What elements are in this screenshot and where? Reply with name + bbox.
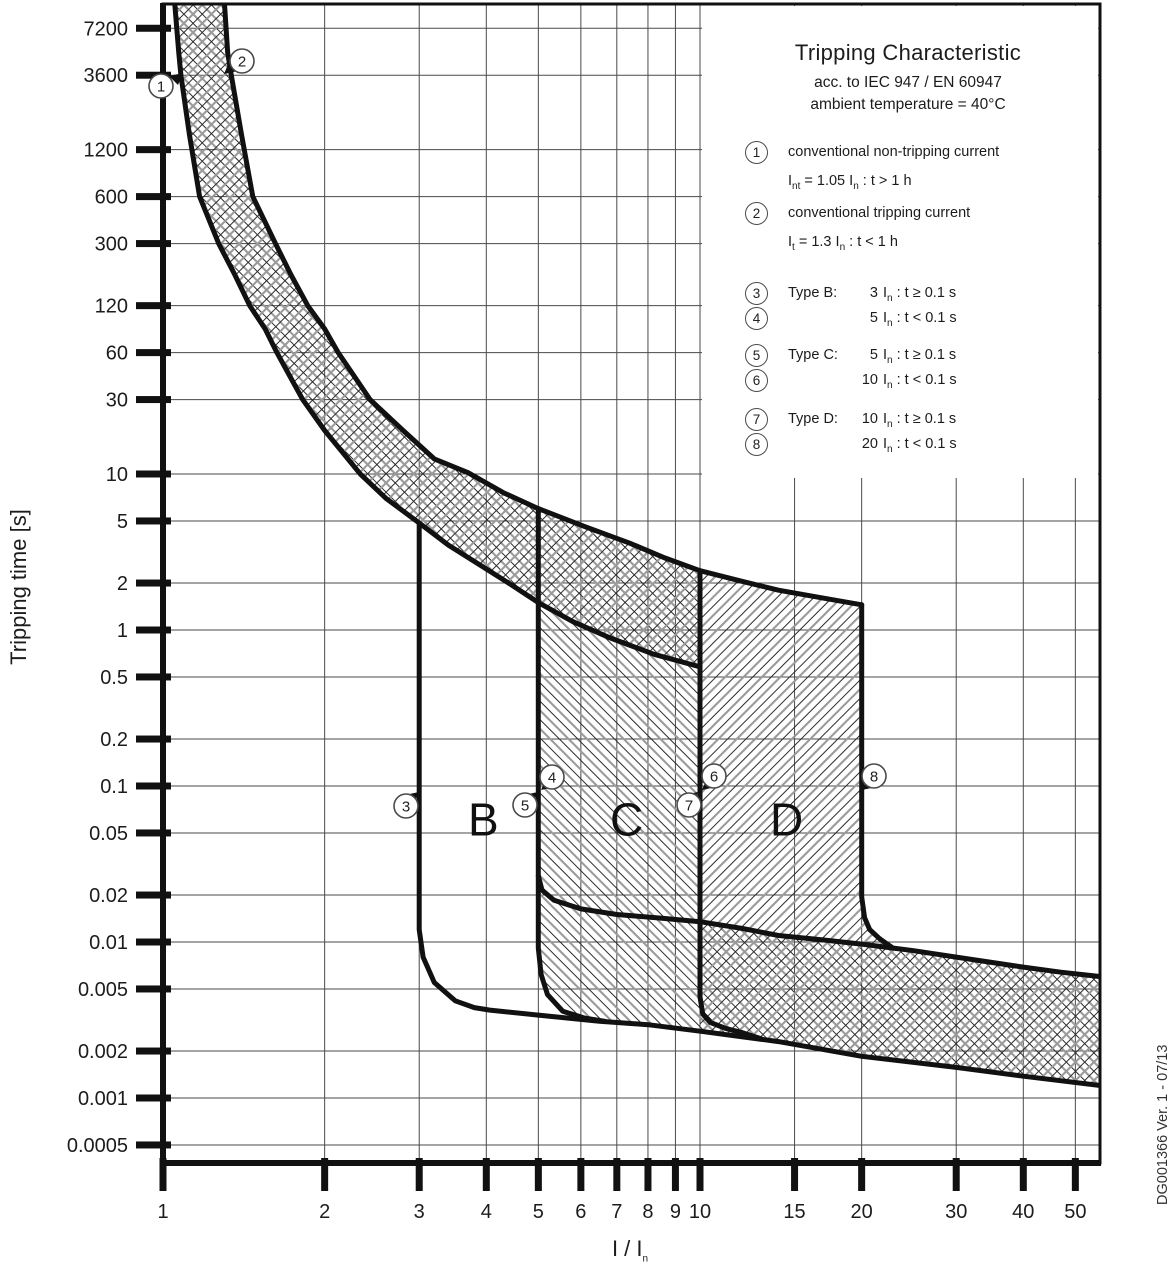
legend-type-row-3: Type B: 3 $I_n$ : t ≥ 0.1 s (788, 285, 957, 304)
x-tick-label-3: 3 (413, 1201, 425, 1223)
y-tick-10 (136, 471, 171, 478)
marker-number-7: 7 (684, 797, 694, 815)
x-axis-title: I / $I_n$ (611, 1236, 649, 1265)
y-tick-0.1 (136, 783, 171, 790)
y-tick-5 (136, 517, 171, 524)
y-tick-label-1: 1 (116, 620, 128, 642)
x-tick-label-4: 4 (480, 1201, 492, 1223)
legend-type-row-7: Type D: 10 $I_n$ : t ≥ 0.1 s (788, 411, 957, 430)
x-tick-30 (953, 1158, 960, 1191)
legend-circle-6: 6 (745, 369, 768, 392)
y-tick-label-3600: 3600 (83, 65, 128, 88)
y-tick-label-300: 300 (94, 233, 128, 256)
x-tick-8 (644, 1158, 651, 1191)
y-tick-0.01 (136, 939, 171, 946)
marker-number-8: 8 (869, 768, 879, 786)
title-block (712, 40, 1104, 114)
y-tick-label-60: 60 (105, 342, 128, 365)
legend-circle-7: 7 (745, 408, 768, 431)
legend-title-2: conventional tripping current (788, 205, 971, 221)
y-tick-30 (136, 396, 171, 403)
marker-number-5: 5 (520, 797, 530, 815)
y-tick-label-0.02: 0.02 (89, 885, 128, 908)
x-tick-label-10: 10 (688, 1201, 712, 1223)
y-tick-7200 (136, 25, 171, 32)
legend-circle-5: 5 (745, 344, 768, 367)
x-tick-9 (672, 1158, 679, 1191)
x-tick-label-5: 5 (532, 1201, 544, 1223)
x-tick-20 (858, 1158, 865, 1191)
marker-number-2: 2 (237, 53, 247, 71)
x-tick-label-20: 20 (850, 1201, 873, 1223)
y-tick-0.002 (136, 1048, 171, 1055)
y-tick-0.0005 (136, 1141, 171, 1148)
y-tick-label-600: 600 (94, 186, 128, 209)
y-tick-label-1200: 1200 (83, 139, 128, 162)
x-tick-label-15: 15 (783, 1201, 806, 1223)
y-tick-0.05 (136, 829, 171, 836)
legend-type-row-6: 10 $I_n$ : t < 0.1 s (861, 372, 957, 391)
y-tick-label-0.0005: 0.0005 (66, 1134, 128, 1157)
region-label-B: B (468, 793, 499, 846)
y-tick-label-5: 5 (116, 510, 128, 533)
x-tick-40 (1020, 1158, 1027, 1191)
chart-title: Tripping Characteristic (794, 40, 1022, 65)
x-tick-label-8: 8 (642, 1201, 654, 1223)
marker-number-3: 3 (401, 798, 411, 816)
legend-type-row-8: 20 $I_n$ : t < 0.1 s (861, 436, 957, 455)
x-tick-label-6: 6 (575, 1201, 587, 1223)
x-tick-label-50: 50 (1064, 1201, 1087, 1223)
x-tick-4 (483, 1158, 490, 1191)
x-tick-10 (697, 1158, 704, 1191)
x-tick-3 (416, 1158, 423, 1191)
legend-circle-1: 1 (745, 141, 768, 164)
x-tick-7 (613, 1158, 620, 1191)
chart-subtitle-temperature: ambient temperature = 40°C (810, 96, 1006, 113)
y-tick-0.005 (136, 985, 171, 992)
x-tick-15 (791, 1158, 798, 1191)
y-tick-0.2 (136, 736, 171, 743)
y-tick-label-0.005: 0.005 (77, 978, 128, 1001)
x-tick-1 (160, 1158, 167, 1191)
y-tick-1 (136, 627, 171, 634)
y-tick-label-0.05: 0.05 (89, 822, 128, 845)
x-tick-5 (535, 1158, 542, 1191)
legend-circle-2: 2 (745, 202, 768, 225)
chart-subtitle-standard: acc. to IEC 947 / EN 60947 (814, 74, 1002, 91)
y-tick-label-2: 2 (116, 573, 128, 596)
y-axis-title: Tripping time [s] (6, 509, 31, 665)
y-tick-1200 (136, 146, 171, 153)
x-tick-label-9: 9 (669, 1201, 681, 1223)
region-label-C: C (609, 793, 644, 846)
x-tick-50 (1072, 1158, 1079, 1191)
legend-circle-8: 8 (745, 433, 768, 456)
legend-title-1: conventional non-tripping current (788, 144, 1000, 160)
y-tick-300 (136, 240, 171, 247)
y-tick-label-10: 10 (105, 464, 128, 486)
y-tick-label-0.2: 0.2 (100, 729, 128, 752)
y-tick-60 (136, 349, 171, 356)
y-tick-label-0.1: 0.1 (100, 776, 128, 798)
y-tick-label-120: 120 (94, 295, 128, 318)
y-tick-2 (136, 580, 171, 587)
y-tick-label-0.001: 0.001 (77, 1088, 128, 1110)
y-tick-600 (136, 193, 171, 200)
y-tick-0.5 (136, 673, 171, 680)
y-tick-0.02 (136, 892, 171, 899)
legend-type-row-4: 5 $I_n$ : t < 0.1 s (869, 310, 957, 329)
x-tick-label-2: 2 (319, 1201, 331, 1223)
legend-type-row-5: Type C: 5 $I_n$ : t ≥ 0.1 s (788, 347, 957, 366)
x-tick-label-40: 40 (1012, 1201, 1035, 1223)
marker-number-6: 6 (709, 768, 719, 786)
legend-formula-2: $I_t = 1.3$ $I_n$ : t < 1 h (788, 234, 898, 253)
thermal-band-hatch-fwd (174, 0, 700, 667)
legend-circle-3: 3 (745, 282, 768, 305)
y-tick-120 (136, 302, 171, 309)
y-tick-label-0.01: 0.01 (89, 932, 128, 954)
x-tick-2 (321, 1158, 328, 1191)
y-tick-0.001 (136, 1095, 171, 1102)
y-tick-label-0.5: 0.5 (100, 666, 128, 689)
legend-formula-1: $I_{nt} = 1.05$ $I_n$ : t > 1 h (788, 173, 912, 192)
x-tick-6 (577, 1158, 584, 1191)
y-tick-label-0.002: 0.002 (77, 1041, 128, 1064)
y-tick-label-30: 30 (105, 389, 128, 412)
document-reference: DG001366 Ver. 1 - 07/13 (1155, 1044, 1171, 1205)
y-tick-label-7200: 7200 (83, 18, 128, 41)
legend-circle-4: 4 (745, 307, 768, 330)
x-tick-label-7: 7 (611, 1201, 623, 1223)
marker-number-4: 4 (547, 769, 557, 787)
x-tick-label-1: 1 (157, 1201, 169, 1223)
x-tick-label-30: 30 (945, 1201, 968, 1223)
marker-number-1: 1 (156, 78, 166, 96)
region-label-D: D (770, 793, 804, 846)
